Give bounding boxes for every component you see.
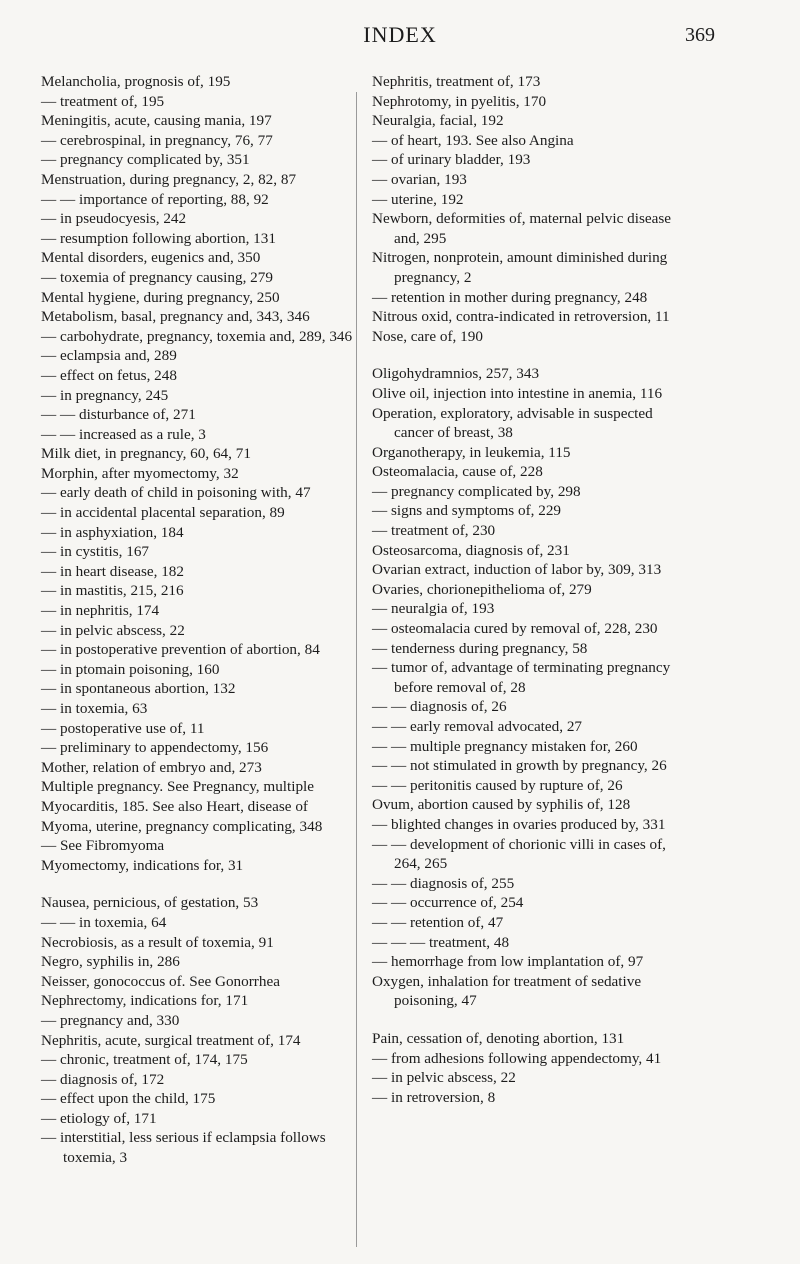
index-entry: Nephrectomy, indications for, 171 xyxy=(41,992,249,1010)
page-header xyxy=(0,22,800,54)
index-entry: Nitrogen, nonprotein, amount diminished during pregnancy, 2 xyxy=(372,249,668,286)
index-entry: — tumor of, advantage of terminating pregnancy before removal of, 28 xyxy=(372,659,671,696)
index-entry: — neuralgia of, 193 xyxy=(372,600,495,618)
index-entry: Metabolism, basal, pregnancy and, 343, 346 xyxy=(41,308,310,326)
index-entry: — — occurrence of, 254 xyxy=(372,894,524,912)
index-entry: — treatment of, 195 xyxy=(41,92,165,110)
index-column-left xyxy=(41,72,355,1168)
index-entry: — in nephritis, 174 xyxy=(41,602,160,620)
index-entry: Mental disorders, eugenics and, 350 xyxy=(41,249,261,267)
index-entry: — eclampsia and, 289 xyxy=(41,347,177,365)
index-entry: — toxemia of pregnancy causing, 279 xyxy=(41,268,273,286)
index-entry: — in spontaneous abortion, 132 xyxy=(41,680,236,698)
index-entry: — — multiple pregnancy mistaken for, 260 xyxy=(372,737,638,755)
index-entry: Milk diet, in pregnancy, 60, 64, 71 xyxy=(41,445,251,463)
index-entry: Olive oil, injection into intestine in anemia, 116 xyxy=(372,384,663,402)
index-entry: Osteosarcoma, diagnosis of, 231 xyxy=(372,541,570,559)
index-entry: — of urinary bladder, 193 xyxy=(372,151,531,169)
index-entry: Multiple pregnancy. See Pregnancy, multiple xyxy=(41,778,315,796)
index-entry: — — not stimulated in growth by pregnancy, 26 xyxy=(372,757,667,775)
index-entry: — blighted changes in ovaries produced by, 331 xyxy=(372,815,666,833)
index-entry: — in postoperative prevention of abortion, 84 xyxy=(41,641,320,659)
index-entry: — osteomalacia cured by removal of, 228, 230 xyxy=(372,620,658,638)
index-entry: — preliminary to appendectomy, 156 xyxy=(41,739,269,757)
index-entry: Nausea, pernicious, of gestation, 53 xyxy=(41,894,259,912)
index-entry: — — — treatment, 48 xyxy=(372,933,510,951)
index-entry: — etiology of, 171 xyxy=(41,1109,157,1127)
index-entry: — in cystitis, 167 xyxy=(41,543,150,561)
index-entry: Newborn, deformities of, maternal pelvic disease and, 295 xyxy=(372,210,672,247)
index-entry: Mental hygiene, during pregnancy, 250 xyxy=(41,288,280,306)
index-entry: Nephritis, acute, surgical treatment of, 174 xyxy=(41,1031,301,1049)
index-entry: — diagnosis of, 172 xyxy=(41,1070,165,1088)
index-entry: Meningitis, acute, causing mania, 197 xyxy=(41,112,272,130)
index-entry: Neuralgia, facial, 192 xyxy=(372,112,504,130)
index-entry: — pregnancy complicated by, 351 xyxy=(41,151,250,169)
index-entry: Myoma, uterine, pregnancy complicating, 348 xyxy=(41,817,323,835)
index-entry: — signs and symptoms of, 229 xyxy=(372,502,562,520)
index-entry: — tenderness during pregnancy, 58 xyxy=(372,639,588,657)
index-entry: — effect upon the child, 175 xyxy=(41,1090,216,1108)
index-entry: Oligohydramnios, 257, 343 xyxy=(372,365,540,383)
index-entry: — See Fibromyoma xyxy=(41,837,165,855)
index-column-right xyxy=(372,72,686,1107)
index-entry: — in ptomain poisoning, 160 xyxy=(41,660,220,678)
index-entry: — — peritonitis caused by rupture of, 26 xyxy=(372,776,623,794)
index-entry: Pain, cessation of, denoting abortion, 131 xyxy=(372,1029,625,1047)
index-entry: — postoperative use of, 11 xyxy=(41,719,205,737)
index-entry: Ovaries, chorionepithelioma of, 279 xyxy=(372,580,592,598)
index-entry: — — early removal advocated, 27 xyxy=(372,718,583,735)
index-entry: Osteomalacia, cause of, 228 xyxy=(372,463,543,481)
index-entry: — in toxemia, 63 xyxy=(41,700,148,717)
index-entry: — in asphyxiation, 184 xyxy=(41,523,184,541)
index-entry: — of heart, 193. See also Angina xyxy=(372,131,574,149)
index-entry: — carbohydrate, pregnancy, toxemia and, 289, 346 xyxy=(41,327,353,345)
index-entry: Operation, exploratory, advisable in suspected cancer of breast, 38 xyxy=(372,404,653,442)
index-entry: Myomectomy, indications for, 31 xyxy=(41,856,244,874)
index-entry: — from adhesions following appendectomy, 41 xyxy=(372,1049,662,1067)
index-entry: — — diagnosis of, 26 xyxy=(372,698,507,716)
index-entry: — ovarian, 193 xyxy=(372,170,467,188)
index-entry: — — importance of reporting, 88, 92 xyxy=(41,190,269,208)
index-entry: — in retroversion, 8 xyxy=(372,1088,496,1106)
index-entry: Nephritis, treatment of, 173 xyxy=(372,73,541,90)
index-entry: — chronic, treatment of, 174, 175 xyxy=(41,1051,248,1069)
index-entry: Nose, care of, 190 xyxy=(372,327,483,345)
section-gap xyxy=(41,875,355,893)
index-entry: Melancholia, prognosis of, 195 xyxy=(41,73,231,90)
index-entry: — interstitial, less serious if eclampsia follows toxemia, 3 xyxy=(41,1129,326,1167)
index-entry: — early death of child in poisoning with, 47 xyxy=(41,484,311,502)
index-entry: — effect on fetus, 248 xyxy=(41,366,177,384)
index-entry: — in pelvic abscess, 22 xyxy=(372,1069,516,1087)
index-entry: — in pregnancy, 245 xyxy=(41,386,169,404)
index-entry: Ovum, abortion caused by syphilis of, 128 xyxy=(372,796,631,814)
index-entry: Organotherapy, in leukemia, 115 xyxy=(372,443,571,461)
index-entry: — retention in mother during pregnancy, 248 xyxy=(372,288,648,306)
column-divider xyxy=(356,92,357,1247)
index-entry: — treatment of, 230 xyxy=(372,522,496,540)
index-entry: — in pseudocyesis, 242 xyxy=(41,210,187,228)
index-entry: — — in toxemia, 64 xyxy=(41,913,167,931)
section-gap xyxy=(372,1011,686,1029)
index-entry: Neisser, gonococcus of. See Gonorrhea xyxy=(41,972,280,990)
index-entry: — cerebrospinal, in pregnancy, 76, 77 xyxy=(41,131,273,149)
index-entry: Negro, syphilis in, 286 xyxy=(41,953,180,971)
index-entry: — — increased as a rule, 3 xyxy=(41,425,206,443)
index-entry: Ovarian extract, induction of labor by, 309, 313 xyxy=(372,561,662,579)
index-entry: — — retention of, 47 xyxy=(372,913,504,931)
index-entry: Nephrotomy, in pyelitis, 170 xyxy=(372,92,547,110)
index-entry: — resumption following abortion, 131 xyxy=(41,229,276,247)
index-entry: — in pelvic abscess, 22 xyxy=(41,621,185,639)
page-title: INDEX xyxy=(363,22,437,47)
index-entry: — uterine, 192 xyxy=(372,190,464,208)
index-entry: Nitrous oxid, contra-indicated in retroversion, 11 xyxy=(372,308,670,326)
section-gap xyxy=(372,346,686,364)
index-entry: — pregnancy complicated by, 298 xyxy=(372,482,581,500)
index-entry: Oxygen, inhalation for treatment of sedative poisoning, 47 xyxy=(372,972,642,1010)
index-entry: — — disturbance of, 271 xyxy=(41,406,196,424)
page-number: 369 xyxy=(685,24,715,46)
index-entry: — — diagnosis of, 255 xyxy=(372,874,515,892)
index-entry: — in accidental placental separation, 89 xyxy=(41,504,285,522)
index-entry: — in mastitis, 215, 216 xyxy=(41,582,184,600)
index-entry: Mother, relation of embryo and, 273 xyxy=(41,758,262,776)
index-entry: Morphin, after myomectomy, 32 xyxy=(41,464,239,482)
index-entry: — — development of chorionic villi in cases of, 264, 265 xyxy=(372,835,666,873)
index-entry: Menstruation, during pregnancy, 2, 82, 87 xyxy=(41,170,297,188)
index-entry: — pregnancy and, 330 xyxy=(41,1011,180,1029)
index-entry: Necrobiosis, as a result of toxemia, 91 xyxy=(41,933,274,951)
index-entry: Myocarditis, 185. See also Heart, disease of xyxy=(41,797,308,815)
index-entry: — hemorrhage from low implantation of, 97 xyxy=(372,953,644,971)
index-entry: — in heart disease, 182 xyxy=(41,562,184,580)
